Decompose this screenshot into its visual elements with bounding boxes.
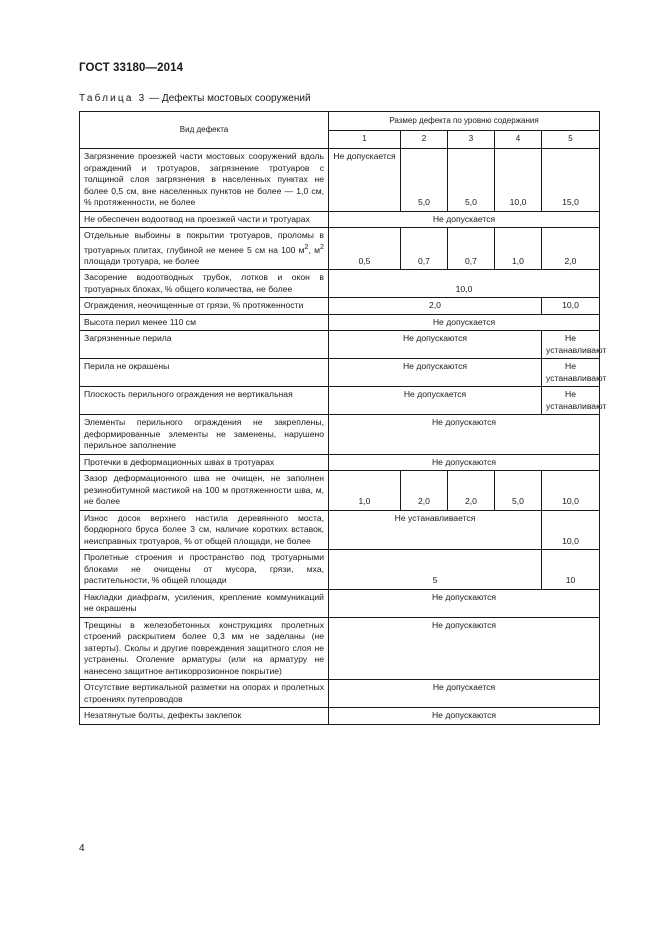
table-row xyxy=(80,211,600,228)
defect-description: Плоскость перильного ограждения не вертикальная xyxy=(80,387,329,415)
level-1-value: Не допускается xyxy=(329,149,401,212)
all-levels-value: Не допускаются xyxy=(329,589,600,617)
defect-description: Незатянутые болты, дефекты заклепок xyxy=(80,708,329,725)
defect-description: Загрязнение проезжей части мостовых сооружений вдоль ограждений и тротуаров, загрязнение тротуаров с толщиной слоя загрязнения в населенных пунктах не более 0,5 см, вне населенных пунктов не более — 1,0 см, % протяженности, не более xyxy=(80,149,329,212)
table-row xyxy=(80,454,600,471)
defect-description: Накладки диафрагм, усиления, крепление коммуникаций не окрашены xyxy=(80,589,329,617)
levels-1-4-value: Не допускаются xyxy=(329,359,542,387)
level-1-value: 1,0 xyxy=(329,471,401,511)
defect-description: Зазор деформационного шва не очищен, не заполнен резинобитумной мастикой на 100 м протяженности шва, м, не более xyxy=(80,471,329,511)
defect-text-part: Отдельные выбоины в покрытии тротуаров, проломы в тротуарных плитах, глубиной не менее 5 см на 100 м xyxy=(84,230,324,255)
table-row xyxy=(80,708,600,725)
all-levels-value: Не допускаются xyxy=(329,415,600,455)
defect-description xyxy=(80,228,329,270)
table-row xyxy=(80,228,600,270)
col-header-defect-size: Размер дефекта по уровню содержания xyxy=(329,112,600,131)
level-5-value: 15,0 xyxy=(542,149,600,212)
table-row xyxy=(80,149,600,212)
level-5-value: 10 xyxy=(542,550,600,590)
all-levels-value: Не допускается xyxy=(329,211,600,228)
table-row xyxy=(80,298,600,315)
defect-description: Высота перил менее 110 см xyxy=(80,314,329,331)
all-levels-value: Не допускается xyxy=(329,680,600,708)
level-header: 1 xyxy=(329,130,401,149)
level-5-value: Не устанавливают xyxy=(542,359,600,387)
all-levels-value: Не допускаются xyxy=(329,708,600,725)
defect-text-part: , м xyxy=(308,244,321,255)
level-4-value: 10,0 xyxy=(495,149,542,212)
level-5-value: 2,0 xyxy=(542,228,600,270)
level-header: 3 xyxy=(448,130,495,149)
defect-description: Ограждения, неочищенные от грязи, % протяженности xyxy=(80,298,329,315)
level-2-value: 0,7 xyxy=(401,228,448,270)
all-levels-value: 10,0 xyxy=(329,270,600,298)
defect-description: Протечки в деформационных швах в тротуарах xyxy=(80,454,329,471)
defect-description: Перила не окрашены xyxy=(80,359,329,387)
levels-1-4-value: 2,0 xyxy=(329,298,542,315)
table-row xyxy=(80,387,600,415)
level-header: 2 xyxy=(401,130,448,149)
table-row xyxy=(80,359,600,387)
level-header: 4 xyxy=(495,130,542,149)
all-levels-value: Не допускается xyxy=(329,314,600,331)
level-5-value: 10,0 xyxy=(542,298,600,315)
table-row xyxy=(80,510,600,550)
all-levels-value: Не допускаются xyxy=(329,617,600,680)
levels-1-4-value: Не устанавливается xyxy=(329,510,542,550)
superscript: 2 xyxy=(304,242,309,251)
page-number: 4 xyxy=(79,843,85,854)
table-row xyxy=(80,680,600,708)
level-3-value: 0,7 xyxy=(448,228,495,270)
table-row xyxy=(80,314,600,331)
table-row xyxy=(80,589,600,617)
level-4-value: 5,0 xyxy=(495,471,542,511)
defect-description: Трещины в железобетонных конструкциях пролетных строений раскрытием более 0,3 мм не заделаны (не затерты). Сколы и другие повреждения защитного слоя не устранены. Оголение арматуры (или на арматуру не нанесено защитное антикоррозионное покрытие) xyxy=(80,617,329,680)
table-row xyxy=(80,415,600,455)
table-row xyxy=(80,331,600,359)
levels-1-4-value: Не допускаются xyxy=(329,331,542,359)
defect-description: Загрязненные перила xyxy=(80,331,329,359)
table-row xyxy=(80,270,600,298)
defect-description: Не обеспечен водоотвод на проезжей части и тротуарах xyxy=(80,211,329,228)
table-caption-title: — Дефекты мостовых сооружений xyxy=(146,93,311,104)
table-header-row xyxy=(80,112,600,131)
all-levels-value: Не допускаются xyxy=(329,454,600,471)
table-caption xyxy=(79,93,311,104)
level-5-value: 10,0 xyxy=(542,471,600,511)
levels-1-4-value: 5 xyxy=(329,550,542,590)
level-5-value: Не устанавливают xyxy=(542,387,600,415)
level-3-value: 5,0 xyxy=(448,149,495,212)
table-row xyxy=(80,550,600,590)
defect-description: Отсутствие вертикальной разметки на опорах и пролетных строениях путепроводов xyxy=(80,680,329,708)
defect-description: Износ досок верхнего настила деревянного моста, бордюрного бруса более 3 см, наличие коротких вставок, неисправных тротуаров, % от общей площади, не более xyxy=(80,510,329,550)
level-2-value: 2,0 xyxy=(401,471,448,511)
col-header-defect-type: Вид дефекта xyxy=(80,112,329,149)
table-row xyxy=(80,617,600,680)
table-caption-prefix: Таблица 3 xyxy=(79,93,147,104)
defects-table xyxy=(79,111,607,725)
level-5-value: 10,0 xyxy=(542,510,600,550)
table-row xyxy=(80,471,600,511)
defect-description: Элементы перильного ограждения не закреплены, деформированные элементы не заменены, нарушено перильное заполнение xyxy=(80,415,329,455)
document-code: ГОСТ 33180—2014 xyxy=(79,62,184,74)
defect-description: Пролетные строения и пространство под тротуарными блоками не очищены от мусора, грязи, мха, растительности, % общей площади xyxy=(80,550,329,590)
level-3-value: 2,0 xyxy=(448,471,495,511)
defect-description: Засорение водоотводных трубок, лотков и окон в тротуарных блоках, % общего количества, не более xyxy=(80,270,329,298)
levels-1-4-value: Не допускается xyxy=(329,387,542,415)
level-header: 5 xyxy=(542,130,600,149)
level-2-value: 5,0 xyxy=(401,149,448,212)
level-5-value: Не устанавливают xyxy=(542,331,600,359)
level-4-value: 1,0 xyxy=(495,228,542,270)
defect-text-part: площади тротуара, не более xyxy=(84,255,200,266)
level-1-value: 0,5 xyxy=(329,228,401,270)
superscript: 2 xyxy=(320,242,324,251)
